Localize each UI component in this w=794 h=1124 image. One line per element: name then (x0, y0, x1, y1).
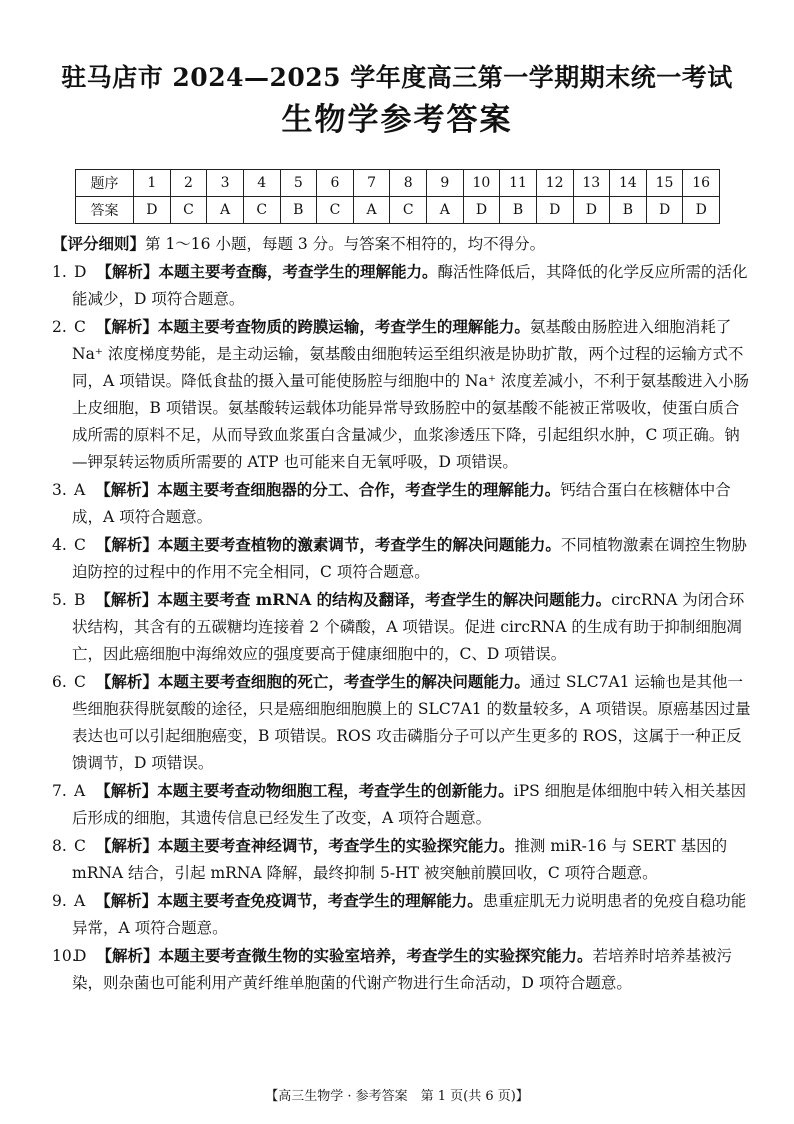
item-text: 钙结合蛋白在核糖体中合成，A 项符合题意。 (72, 481, 731, 526)
item-tag: 【解析】 (95, 480, 158, 499)
item-focus: 本题主要考查物质的跨膜运输，考查学生的理解能力。 (157, 317, 530, 336)
item-answer: C (74, 673, 86, 691)
exam-title: 驻马店市 2024—2025 学年度高三第一学期期末统一考试 (61, 63, 733, 92)
item-number: 4. (52, 536, 67, 554)
item-answer: C (74, 536, 86, 554)
question-number: 16 (683, 170, 720, 197)
answer-cell: D (573, 197, 610, 224)
explanation-item (52, 258, 752, 313)
explanation-item (52, 476, 752, 531)
item-number: 5. (52, 591, 67, 609)
answer-cell: D (683, 197, 720, 224)
question-number: 1 (134, 170, 171, 197)
answer-cell: C (170, 197, 207, 224)
answer-cell: C (390, 197, 427, 224)
page-footer: 【高三生物学 · 参考答案 第 1 页(共 6 页)】 (265, 1089, 529, 1104)
item-number: 7. (52, 782, 67, 800)
item-tag: 【解析】 (95, 535, 158, 554)
question-number: 8 (390, 170, 427, 197)
answer-cell: B (500, 197, 537, 224)
answer-cell: A (353, 197, 390, 224)
item-answer: D (74, 947, 87, 965)
item-text: iPS 细胞是体细胞中转入相关基因后形成的细胞，其遗传信息已经发生了改变，A 项符合题意。 (72, 782, 747, 827)
item-text: 氨基酸由肠腔进入细胞消耗了 Na⁺ 浓度梯度势能，是主动运输，氨基酸由细胞转运至组织液是协助扩散，两个过程的运输方式不同，A 项错误。降低食盐的摄入量可能使肠腔与细胞中的 Na⁺ 浓度差减小，不利于氨基酸进入小肠上皮细胞，B 项错误。氨基酸转运载体功能异常导致肠腔中的氨基酸不能被正常吸收，使蛋白质合成所需的原料不足，从而导致血浆蛋白含量减少，血浆渗透压下降，引起组织水肿，C 项正确。钠—钾泵转运物质所需要的 ATP 也可能来自无氧呼吸，D 项错误。 (72, 318, 749, 471)
item-focus: 本题主要考查神经调节，考查学生的实验探究能力。 (157, 836, 515, 855)
explanation-item (52, 887, 752, 942)
question-number: 2 (170, 170, 207, 197)
row-label-number: 题序 (76, 170, 134, 197)
explanation-item (52, 531, 752, 586)
answer-cell: D (646, 197, 683, 224)
answer-cell: C (317, 197, 354, 224)
item-answer: B (74, 591, 86, 609)
question-number: 7 (353, 170, 390, 197)
question-number: 3 (207, 170, 244, 197)
answer-cell: C (243, 197, 280, 224)
item-answer: A (74, 892, 86, 910)
item-focus: 本题主要考查微生物的实验室培养，考查学生的实验探究能力。 (158, 946, 593, 965)
item-text: 推测 miR-16 与 SERT 基因的 mRNA 结合，引起 mRNA 降解，最终抑制 5-HT 被突触前膜回收，C 项符合题意。 (72, 837, 728, 882)
question-number: 9 (427, 170, 464, 197)
explanations (52, 230, 752, 997)
item-tag: 【解析】 (96, 946, 159, 965)
row-label-answer: 答案 (76, 197, 134, 224)
item-focus: 本题主要考查植物的激素调节，考查学生的解决问题能力。 (157, 535, 561, 554)
explanation-item (52, 586, 752, 668)
item-number: 1. (52, 263, 67, 281)
question-number: 4 (243, 170, 280, 197)
explanation-item (52, 777, 752, 832)
item-number: 9. (52, 892, 67, 910)
answer-cell: B (610, 197, 647, 224)
answer-table (75, 169, 720, 224)
item-number: 3. (52, 481, 67, 499)
item-text: 不同植物激素在调控生物胁迫防控的过程中的作用不完全相同，C 项符合题意。 (72, 536, 747, 581)
scoring-rules-text: 第 1～16 小题，每题 3 分。与答案不相符的，均不得分。 (145, 235, 546, 253)
question-number: 10 (463, 170, 500, 197)
question-number: 15 (646, 170, 683, 197)
question-number: 11 (500, 170, 537, 197)
item-number: 10. (52, 947, 77, 965)
answer-cell: A (207, 197, 244, 224)
item-answer: C (74, 318, 86, 336)
item-text: 患重症肌无力说明患者的免疫自稳功能异常，A 项符合题意。 (72, 892, 747, 937)
item-tag: 【解析】 (95, 672, 158, 691)
item-answer: A (74, 782, 86, 800)
item-focus: 本题主要考查细胞的死亡，考查学生的解决问题能力。 (157, 672, 530, 691)
explanation-item (52, 832, 752, 887)
item-focus: 本题主要考查动物细胞工程，考查学生的创新能力。 (157, 781, 514, 800)
item-tag: 【解析】 (95, 836, 158, 855)
document-subtitle: 生物学参考答案 (281, 102, 513, 138)
answer-cell: B (280, 197, 317, 224)
item-text: 若培养时培养基被污染，则杂菌也可能利用产黄纤维单胞菌的代谢产物进行生命活动，D 项符合题意。 (72, 947, 732, 992)
item-text: 通过 SLC7A1 运输也是其他一些细胞获得胱氨酸的途径，只是癌细胞细胞膜上的 SLC7A1 的数量较多，A 项错误。原癌基因过量表达也可以引起细胞癌变，B 项错误。ROS 攻击磷脂分子可以产生更多的 ROS，这属于一种正反馈调节，D 项错误。 (72, 673, 751, 772)
item-answer: A (74, 481, 86, 499)
question-number: 14 (610, 170, 647, 197)
question-number: 12 (536, 170, 573, 197)
item-answer: C (74, 837, 86, 855)
item-tag: 【解析】 (96, 262, 159, 281)
item-number: 2. (52, 318, 67, 336)
item-tag: 【解析】 (95, 590, 158, 609)
item-focus: 本题主要考查细胞器的分工、合作，考查学生的理解能力。 (157, 480, 561, 499)
answer-cell: D (536, 197, 573, 224)
item-focus: 本题主要考查 mRNA 的结构及翻译，考查学生的解决问题能力。 (157, 590, 612, 609)
item-answer: D (74, 263, 87, 281)
answer-cell: A (427, 197, 464, 224)
item-text: circRNA 为闭合环状结构，其含有的五碳糖均连接着 2 个磷酸，A 项错误。促进 circRNA 的生成有助于抑制细胞凋亡，因此癌细胞中海绵效应的强度要高于健康细胞中的，C、D 项错误。 (72, 591, 745, 663)
answer-cell: D (134, 197, 171, 224)
scoring-rules (52, 230, 752, 258)
item-focus: 本题主要考查酶，考查学生的理解能力。 (158, 262, 438, 281)
item-number: 6. (52, 673, 67, 691)
item-focus: 本题主要考查免疫调节，考查学生的理解能力。 (157, 891, 483, 910)
answer-row (76, 197, 720, 224)
scoring-rules-label: 【评分细则】 (52, 234, 146, 253)
item-tag: 【解析】 (95, 891, 158, 910)
question-number: 13 (573, 170, 610, 197)
explanation-item (52, 313, 752, 476)
item-number: 8. (52, 837, 67, 855)
answer-cell: D (463, 197, 500, 224)
question-number: 5 (280, 170, 317, 197)
item-tag: 【解析】 (95, 781, 158, 800)
question-number: 6 (317, 170, 354, 197)
item-tag: 【解析】 (95, 317, 158, 336)
explanation-item (52, 668, 752, 777)
item-text: 酶活性降低后，其降低的化学反应所需的活化能减少，D 项符合题意。 (72, 263, 748, 308)
explanation-item (52, 942, 752, 997)
question-number-row (76, 170, 720, 197)
